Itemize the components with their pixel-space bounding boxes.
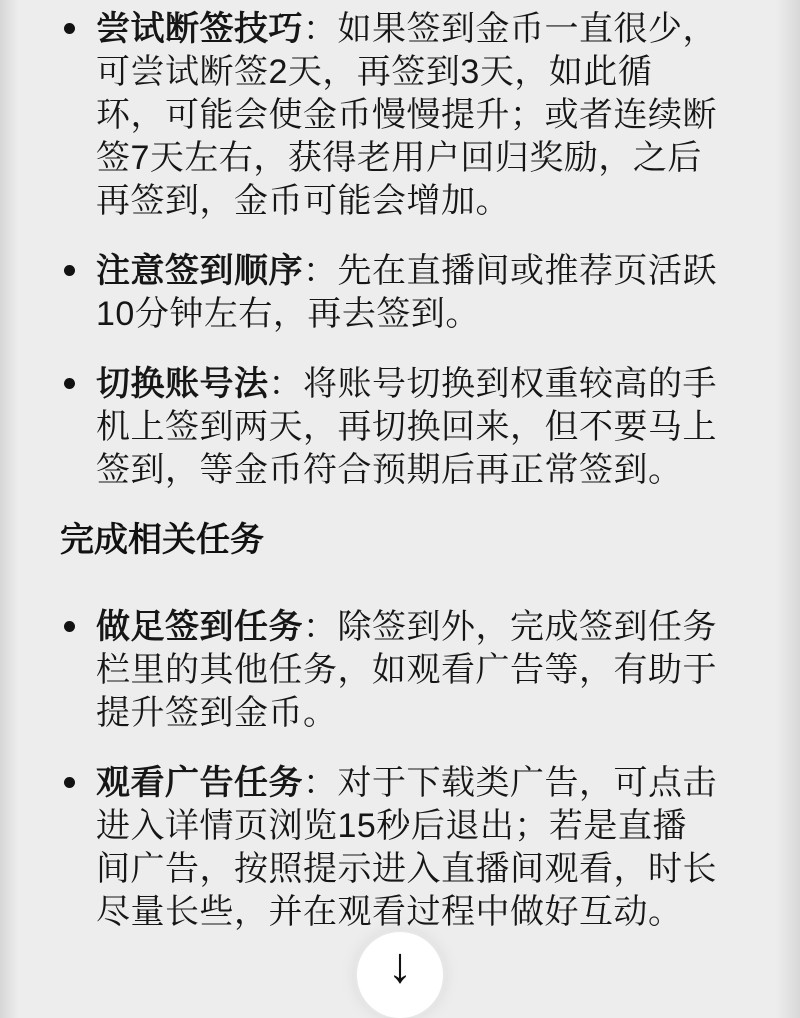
tip-label: 注意签到顺序 [96,252,303,290]
list-item [60,363,720,492]
tip-paragraph [96,606,720,735]
tip-paragraph [96,250,720,336]
tip-label: 观看广告任务 [96,764,303,802]
tip-colon: ： [303,252,338,290]
tip-label: 尝试断签技巧 [96,10,303,48]
tasks-tips-list [60,606,720,934]
scroll-down-button[interactable] [357,932,443,1018]
tip-text: 对于下载类广告，可点击进入详情页浏览15秒后退出；若是直播间广告，按照提示进入直播间观看，时长尽量长些，并在观看过程中做好互动。 [96,764,717,931]
arrow-down-icon: ↓ [387,937,413,993]
list-item [60,606,720,735]
tip-colon: ： [268,365,303,403]
tip-paragraph [96,762,720,934]
tip-text: 先在直播间或推荐页活跃10分钟左右，再去签到。 [96,252,717,333]
signin-tips-list [60,8,720,492]
tip-paragraph [96,363,720,492]
tip-label: 切换账号法 [96,365,269,403]
tip-paragraph [96,8,720,223]
tip-colon: ： [303,608,338,646]
section-heading: 完成相关任务 [60,521,264,559]
tip-label: 做足签到任务 [96,608,303,646]
tip-text: 除签到外，完成签到任务栏里的其他任务，如观看广告等，有助于提升签到金币。 [96,608,717,732]
bullet-icon [64,265,75,276]
tip-colon: ： [303,10,338,48]
list-item [60,762,720,934]
bullet-icon [64,621,75,632]
bullet-icon [64,378,75,389]
bullet-icon [64,23,75,34]
bullet-icon [64,777,75,788]
tip-text: 如果签到金币一直很少，可尝试断签2天，再签到3天，如此循环，可能会使金币慢慢提升；或者连续断签7天左右，获得老用户回归奖励，之后再签到，金币可能会增加。 [96,10,717,220]
tip-text: 将账号切换到权重较高的手机上签到两天，再切换回来，但不要马上签到，等金币符合预期后再正常签到。 [96,365,717,489]
list-item [60,250,720,336]
tip-colon: ： [303,764,338,802]
list-item [60,8,720,223]
